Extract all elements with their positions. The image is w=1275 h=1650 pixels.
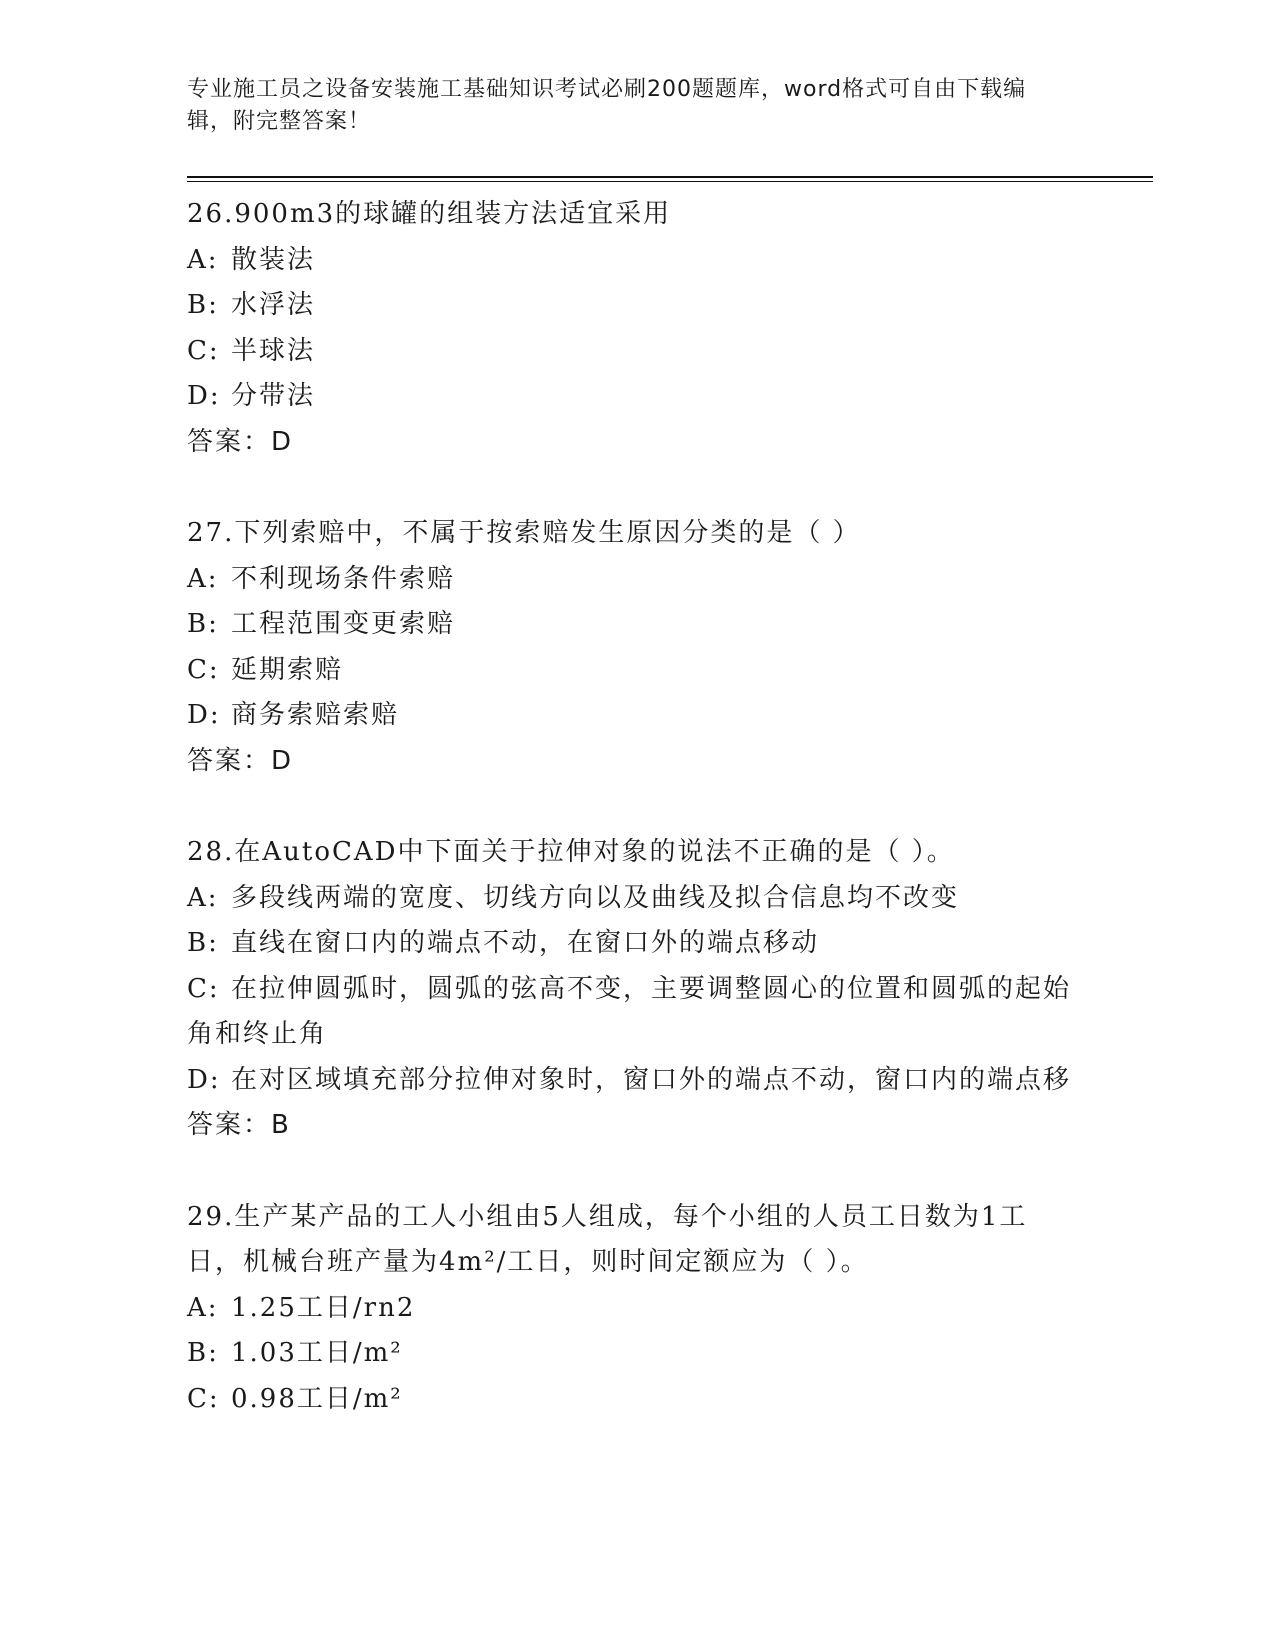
answer-line: 答案：D [187, 745, 294, 776]
option-letter: D: [187, 381, 221, 411]
option-text: 散装法 [231, 244, 316, 275]
option-text: 在对区域填充部分拉伸对象时，窗口外的端点不动，窗口内的端点移 [231, 1064, 1072, 1095]
option-text: 半球法 [231, 335, 316, 366]
option-b [187, 1331, 1077, 1377]
option-text: 工程范围变更索赔 [231, 609, 456, 639]
option-letter: B: [187, 928, 219, 958]
option-letter: A: [187, 1292, 219, 1323]
option-d [187, 1058, 1077, 1104]
option-letter: C: [187, 973, 220, 1004]
option-letter: D: [187, 700, 221, 730]
option-text: 延期索赔 [231, 654, 344, 685]
option-b [187, 602, 1077, 648]
option-c [187, 648, 1077, 694]
option-text: 0.98工日/m² [231, 1383, 403, 1414]
option-letter: A: [187, 882, 219, 913]
question-stem: 28.在AutoCAD中下面关于拉伸对象的说法不正确的是（ ）。 [187, 837, 955, 867]
option-letter: A: [187, 563, 219, 594]
option-text: 水浮法 [231, 290, 316, 320]
option-c [187, 1377, 1077, 1423]
question-29 [187, 1195, 1077, 1423]
header-divider-thick [187, 176, 1153, 178]
option-d [187, 693, 1077, 739]
option-a [187, 876, 1077, 922]
option-b [187, 283, 1077, 329]
question-stem: 27.下列索赔中，不属于按索赔发生原因分类的是（ ） [187, 518, 861, 548]
question-26 [187, 192, 1077, 465]
option-text: 多段线两端的宽度、切线方向以及曲线及拟合信息均不改变 [231, 882, 960, 913]
option-b [187, 921, 1077, 967]
option-d [187, 374, 1077, 420]
option-letter: B: [187, 290, 219, 320]
option-letter: B: [187, 1338, 219, 1368]
option-letter: A: [187, 244, 219, 275]
option-a [187, 238, 1077, 284]
header-divider-thin [187, 181, 1153, 182]
option-text: 1.03工日/m² [231, 1338, 403, 1368]
option-letter: B: [187, 609, 219, 639]
option-letter: C: [187, 654, 220, 685]
answer-line: 答案：D [187, 426, 294, 457]
option-letter: C: [187, 335, 220, 366]
option-text: 商务索赔索赔 [231, 700, 400, 730]
question-list [187, 192, 1077, 1468]
option-c [187, 329, 1077, 375]
answer-line: 答案：B [187, 1110, 291, 1140]
option-text: 分带法 [231, 381, 316, 411]
option-a [187, 1286, 1077, 1332]
question-27 [187, 511, 1077, 784]
option-c [187, 967, 1077, 1058]
option-text: 在拉伸圆弧时，圆弧的弦高不变，主要调整圆心的位置和圆弧的起始角和终止角 [187, 973, 1072, 1049]
option-text: 直线在窗口内的端点不动，在窗口外的端点移动 [231, 928, 820, 958]
question-stem: 29.生产某产品的工人小组由5人组成，每个小组的人员工日数为1工日，机械台班产量为4m²/工日，则时间定额应为（ ）。 [187, 1201, 1028, 1277]
question-stem: 26.900m3的球罐的组装方法适宜采用 [187, 199, 672, 229]
option-a [187, 557, 1077, 603]
option-letter: C: [187, 1383, 220, 1414]
option-text: 1.25工日/rn2 [231, 1292, 416, 1323]
option-letter: D: [187, 1064, 221, 1095]
option-text: 不利现场条件索赔 [231, 563, 456, 594]
document-header: 专业施工员之设备安装施工基础知识考试必刷200题题库，word格式可自由下载编辑，附完整答案！ [187, 77, 1027, 134]
question-28 [187, 830, 1077, 1149]
